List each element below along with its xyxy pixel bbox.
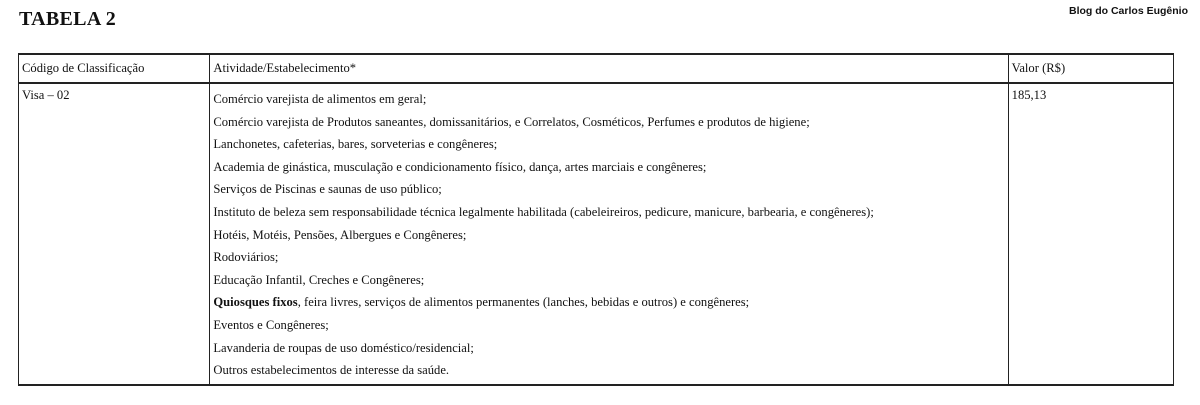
activity-list bbox=[210, 83, 1008, 385]
activity-item-text: Eventos e Congêneres; bbox=[213, 317, 329, 332]
activity-item bbox=[213, 291, 1004, 314]
table-header-row bbox=[19, 54, 1174, 83]
activity-item-text: Outros estabelecimentos de interesse da saúde. bbox=[213, 363, 450, 378]
value-cell: 185,13 bbox=[1008, 83, 1173, 385]
classification-table bbox=[18, 53, 1174, 386]
activity-item bbox=[213, 269, 1004, 292]
classification-code: Visa – 02 bbox=[19, 83, 210, 385]
activity-item-bold: Quiosques fixos bbox=[213, 295, 298, 310]
activity-item-text: Comércio varejista de Produtos saneantes, domissanitários, e Correlatos, Cosméticos, Perfumes e produtos de higiene; bbox=[213, 114, 810, 129]
blog-watermark: Blog do Carlos Eugênio bbox=[1068, 5, 1188, 17]
activity-item-text: , feira livres, serviços de alimentos permanentes (lanches, bebidas e outros) e congêneres; bbox=[297, 295, 750, 310]
activity-item-text: Rodoviários; bbox=[213, 250, 279, 265]
activity-item bbox=[213, 359, 1004, 382]
activity-item bbox=[213, 224, 1004, 247]
header-activity: Atividade/Estabelecimento* bbox=[210, 54, 1008, 83]
activity-item bbox=[213, 201, 1004, 224]
activity-item bbox=[213, 178, 1004, 201]
activity-item-text: Educação Infantil, Creches e Congêneres; bbox=[213, 272, 425, 287]
activity-item bbox=[213, 156, 1004, 179]
activity-item-text: Instituto de beleza sem responsabilidade técnica legalmente habilitada (cabeleireiros, pedicure, manicure, barbearia, e congêneres); bbox=[213, 204, 874, 219]
activity-item bbox=[213, 314, 1004, 337]
activity-item bbox=[213, 246, 1004, 269]
activity-item bbox=[213, 88, 1004, 111]
activity-item bbox=[213, 337, 1004, 360]
header-value: Valor (R$) bbox=[1008, 54, 1173, 83]
activity-item-text: Serviços de Piscinas e saunas de uso público; bbox=[213, 182, 442, 197]
activity-item-text: Comércio varejista de alimentos em geral; bbox=[213, 92, 427, 106]
activity-item-text: Lanchonetes, cafeterias, bares, sorveterias e congêneres; bbox=[213, 137, 498, 152]
activity-item bbox=[213, 133, 1004, 156]
header-code: Código de Classificação bbox=[19, 54, 210, 83]
activity-item-text: Hotéis, Motéis, Pensões, Albergues e Congêneres; bbox=[213, 227, 467, 242]
document-title: TABELA 2 bbox=[19, 8, 117, 30]
activity-item-text: Lavanderia de roupas de uso doméstico/residencial; bbox=[213, 340, 474, 355]
activity-item-text: Academia de ginástica, musculação e condicionamento físico, dança, artes marciais e congêneres; bbox=[213, 159, 707, 174]
activity-item bbox=[213, 111, 1004, 134]
table-row bbox=[19, 83, 1174, 385]
